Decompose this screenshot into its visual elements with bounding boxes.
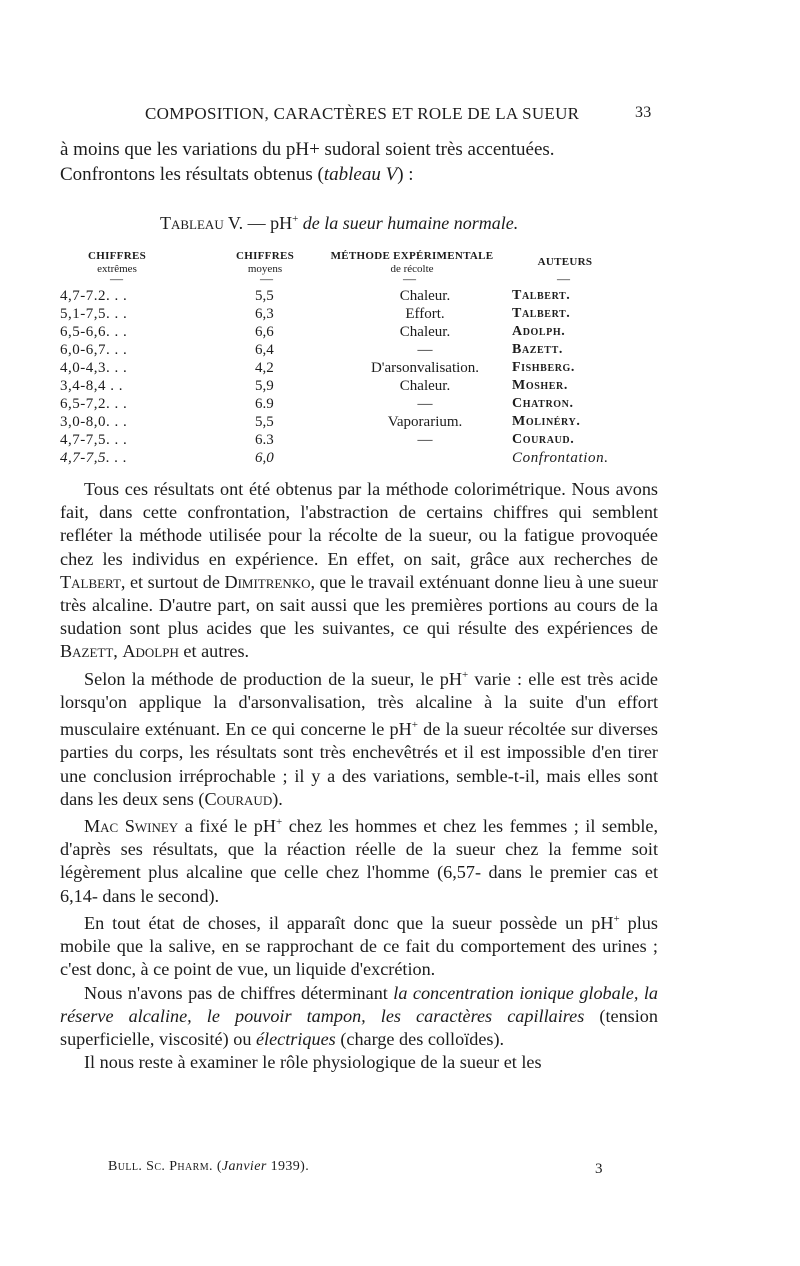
header-moyens: CHIFFRES moyens: [235, 250, 295, 275]
page-number: 33: [635, 104, 652, 121]
intro-text: [60, 137, 660, 187]
paragraph: En tout état de choses, il apparaît donc que la sueur possède un pH+ plus mobile que la salive, en se rapprochant de ce fait du comportement des urines ; c'est donc, à ce point de vue, un liquide d'excrétion.: [60, 912, 658, 980]
table-row: 3,4-8,4 . . 5,9 Chaleur. Mosher.: [60, 378, 568, 394]
table-row: 3,0-8,0. . . 5,5 Vaporarium. Molinéry.: [60, 414, 581, 430]
sheet-number: 3: [595, 1161, 603, 1177]
table-row: 4,7-7.2. . . 5,5 Chaleur. Talbert.: [60, 288, 571, 304]
table-row: 6,0-6,7. . . 6,4 — Bazett.: [60, 342, 563, 358]
header-dash: —: [557, 271, 570, 286]
caption-label: Tableau V.: [160, 213, 244, 233]
table-row: 4,0-4,3. . . 4,2 D'arsonvalisation. Fishberg.: [60, 360, 576, 376]
header-auteurs: AUTEURS: [537, 256, 593, 268]
issue-month: Janvier: [221, 1159, 267, 1174]
paragraph: Mac Swiney a fixé le pH+ chez les hommes et chez les femmes ; il semble, d'après ses résultats, que la réaction réelle de la sueur chez la femme soit légèrement plus alcaline que celle chez l'homme (6,57- dans le premier cas et 6,14- dans le second).: [60, 815, 658, 906]
document-page: COMPOSITION, CARACTÈRES ET ROLE DE LA SUEUR 33 à moins que les variations du pH+ sudoral soient très accentuées. Confrontons les résultats obtenus (tableau V) : Tableau V. — pH+ de la sueur humaine normale. CHIFFRES extrêmes CHIFFRES moyens MÉTHODE EXPÉRIMENTALE de récolte AUTEURS — — — — 4,7-7.2. . . 5,5 Chaleur. Talbert. 5,1-7,5. . . 6,3 Effort. Talbert. 6,5-6,6. . . 6,6 Chaleur. Adolph. 6,0-6,7. . . 6,4 — Bazett. 4,0-4,3. . . 4,2 D'arsonvalisation. Fishberg. 3,4-8,4 . . 5,9 Chaleur. Mosher. 6,5-7,2. . . 6.9 — Chatron. 3,0-8,0. . . 5,5 Vaporarium. Molinéry. 4,7-7,5. . . 6.3 — Couraud. 4,7-7,5. . . 6,0 Confrontation. Tous ces résultats ont été obtenus par la méthode colorimétrique. Nous avons fait, dans cette confrontation, l'abstraction de certains chiffres qui semblent refléter la méthode utilisée pour la récolte de la sueur, ou la fatigue provoquée chez les individus en expérience. En effet, on sait, grâce aux recherches de Talbert, et surtout de Dimitrenko, que le travail exténuant donne lieu à une sueur très alcaline. D'autre part, on sait aussi que les premières portions au cours de la sudation sont plus acides que les suivantes, ce qui résulte des expériences de Bazett, Adolph et autres. Selon la méthode de production de la sueur, le pH+ varie : elle est très acide lorsqu'on applique la d'arsonvalisation, très alcaline à la suite d'un effort musculaire exténuant. En ce qui concerne le pH+ de la sueur récoltée sur diverses parties du corps, les résultats sont très enchevêtrés et il est impossible d'en tirer une conclusion irréprochable ; il y a des variations, semble-t-il, mais elles sont dans les deux sens (Couraud). Mac Swiney a fixé le pH+ chez les hommes et chez les femmes ; il semble, d'après ses résultats, que la réaction réelle de la sueur chez la femme soit légèrement plus alcaline que celle chez l'homme (6,57- dans le premier cas et 6,14- dans le second). En tout état de choses, il apparaît donc que la sueur possède un pH+ plus mobile que la salive, en se rapprochant de ce fait du comportement des urines ; c'est donc, à ce point de vue, un liquide d'excrétion. Nous n'avons pas de chiffres déterminant la concentration ionique globale, la réserve alcaline, le pouvoir tampon, les caractères capillaires (tension superficielle, viscosité) ou électriques (charge des colloïdes). Il nous reste à examiner le rôle physiologique de la sueur et les Bull. Sc. Pharm. (Janvier 1939). 3: [60, 104, 659, 1177]
intro-line-2: Confrontons les résultats obtenus (tableau V) :: [60, 164, 414, 185]
paragraph: Tous ces résultats ont été obtenus par la méthode colorimétrique. Nous avons fait, dans cette confrontation, l'abstraction de certains chiffres qui semblent refléter la méthode utilisée pour la récolte de la sueur, ou la fatigue provoquée chez les individus en expérience. En effet, on sait, grâce aux recherches de Talbert, et surtout de Dimitrenko, que le travail exténuant donne lieu à une sueur très alcaline. D'autre part, on sait aussi que les premières portions au cours de la sudation sont plus acides que les suivantes, ce qui résulte des expériences de Bazett, Adolph et autres.: [60, 479, 658, 662]
table-row: 6,5-6,6. . . 6,6 Chaleur. Adolph.: [60, 324, 566, 340]
paragraph: Il nous reste à examiner le rôle physiologique de la sueur et les: [84, 1052, 542, 1073]
table-row: 4,7-7,5. . . 6.3 — Couraud.: [60, 432, 575, 448]
table-row: 5,1-7,5. . . 6,3 Effort. Talbert.: [60, 306, 571, 322]
header-title: COMPOSITION, CARACTÈRES ET ROLE DE LA SUEUR: [145, 104, 580, 123]
header-dash: —: [403, 271, 416, 286]
table-caption: Tableau V. — pH+ de la sueur humaine normale.: [160, 213, 519, 233]
header-methode: MÉTHODE EXPÉRIMENTALE de récolte: [330, 250, 494, 275]
table-row: 6,5-7,2. . . 6.9 — Chatron.: [60, 396, 574, 412]
paragraph: Selon la méthode de production de la sueur, le pH+ varie : elle est très acide lorsqu'on applique la d'arsonvalisation, très alcaline à la suite d'un effort musculaire exténuant. En ce qui concerne le pH+ de la sueur récoltée sur diverses parties du corps, les résultats sont très enchevêtrés et il est impossible d'en tirer une conclusion irréprochable ; il y a des variations, semble-t-il, mais elles sont dans les deux sens (Couraud).: [60, 668, 659, 809]
header-dash: —: [260, 271, 273, 286]
intro-line-1: à moins que les variations du pH+ sudoral soient très accentuées.: [60, 139, 555, 160]
paragraph: Nous n'avons pas de chiffres déterminant la concentration ionique globale, la réserve alcaline, le pouvoir tampon, les caractères capillaires (tension superficielle, viscosité) ou électriques (charge des colloïdes).: [60, 982, 658, 1049]
journal-name: Bull. Sc. Pharm.: [108, 1159, 213, 1174]
body-text: [60, 478, 658, 1074]
header-dash: —: [110, 271, 123, 286]
table-row: 4,7-7,5. . . 6,0 Confrontation.: [60, 450, 609, 466]
header-extremes: CHIFFRES extrêmes: [87, 250, 147, 275]
